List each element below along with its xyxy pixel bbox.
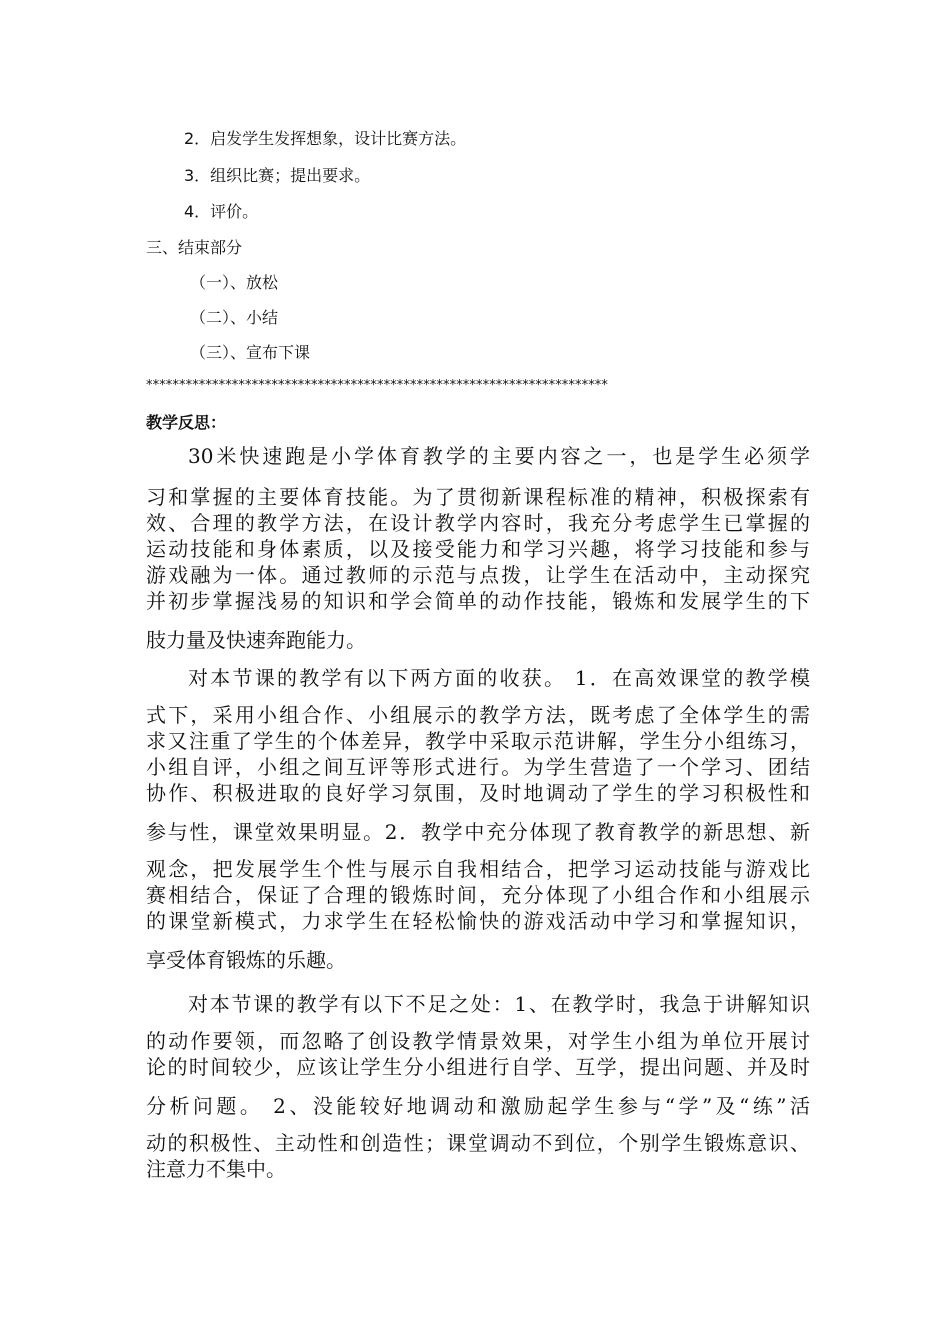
separator-line: ********************************************************************** bbox=[146, 378, 608, 393]
text-line: 参与性，课堂效果明显。2．教学中充分体现了教育教学的新思想、新 bbox=[146, 820, 810, 844]
text-line: 赛相结合，保证了合理的锻炼时间，充分体现了小组合作和小组展示 bbox=[146, 883, 810, 907]
text-line: 并初步掌握浅易的知识和学会简单的动作技能，锻炼和发展学生的下 bbox=[146, 589, 810, 613]
text-line: 观念，把发展学生个性与展示自我相结合，把学习运动技能与游戏比 bbox=[146, 857, 810, 881]
text-line: 小组自评，小组之间互评等形式进行。为学生营造了一个学习、团结 bbox=[146, 755, 810, 779]
paragraph-1 bbox=[146, 442, 810, 654]
list-item: 4．评价。 bbox=[184, 202, 259, 221]
text-line: 求又注重了学生的个体差异，教学中采取示范讲解，学生分小组练习， bbox=[146, 729, 810, 753]
list-item: 2．启发学生发挥想象，设计比赛方法。 bbox=[184, 129, 467, 148]
text-line: 对本节课的教学有以下两方面的收获。 1．在高效课堂的教学模 bbox=[188, 666, 810, 690]
text-line: 享受体育锻炼的乐趣。 bbox=[146, 948, 346, 972]
sub-item: （二）、小结 bbox=[190, 308, 279, 327]
text-line: 30米快速跑是小学体育教学的主要内容之一，也是学生必须学 bbox=[188, 444, 810, 468]
text-line: 习和掌握的主要体育技能。为了贯彻新课程标准的精神，积极探索有 bbox=[146, 485, 810, 509]
text-line: 动的积极性、主动性和创造性；课堂调动不到位，个别学生锻炼意识、 bbox=[146, 1131, 810, 1155]
text-line: 注意力不集中。 bbox=[146, 1157, 286, 1181]
reflection-heading: 教学反思： bbox=[146, 413, 227, 432]
sub-item: （一）、放松 bbox=[190, 273, 279, 292]
text-line: 协作、积极进取的良好学习氛围，及时地调动了学生的学习积极性和 bbox=[146, 781, 810, 805]
text-line: 效、合理的教学方法，在设计教学内容时，我充分考虑学生已掌握的 bbox=[146, 511, 810, 535]
text-line: 运动技能和身体素质，以及接受能力和学习兴趣，将学习技能和参与 bbox=[146, 537, 810, 561]
text-line: 的动作要领，而忽略了创设教学情景效果，对学生小组为单位开展讨 bbox=[146, 1029, 810, 1053]
text-line: 分析问题。 2、没能较好地调动和激励起学生参与“学”及“练”活 bbox=[146, 1094, 810, 1118]
text-line: 论的时间较少，应该让学生分小组进行自学、互学，提出问题、并及时 bbox=[146, 1055, 810, 1079]
text-line: 对本节课的教学有以下不足之处：1、在教学时，我急于讲解知识 bbox=[188, 992, 810, 1016]
text-line: 游戏融为一体。通过教师的示范与点拨，让学生在活动中，主动探究 bbox=[146, 563, 810, 587]
text-line: 的课堂新模式，力求学生在轻松愉快的游戏活动中学习和掌握知识， bbox=[146, 909, 810, 933]
text-line: 式下，采用小组合作、小组展示的教学方法，既考虑了全体学生的需 bbox=[146, 703, 810, 727]
list-item: 3．组织比赛；提出要求。 bbox=[184, 166, 371, 185]
sub-item: （三）、宣布下课 bbox=[190, 343, 311, 362]
paragraph-3 bbox=[146, 990, 810, 1182]
section-heading: 三、结束部分 bbox=[146, 238, 243, 257]
paragraph-2 bbox=[146, 664, 810, 974]
text-line: 肢力量及快速奔跑能力。 bbox=[146, 628, 366, 652]
